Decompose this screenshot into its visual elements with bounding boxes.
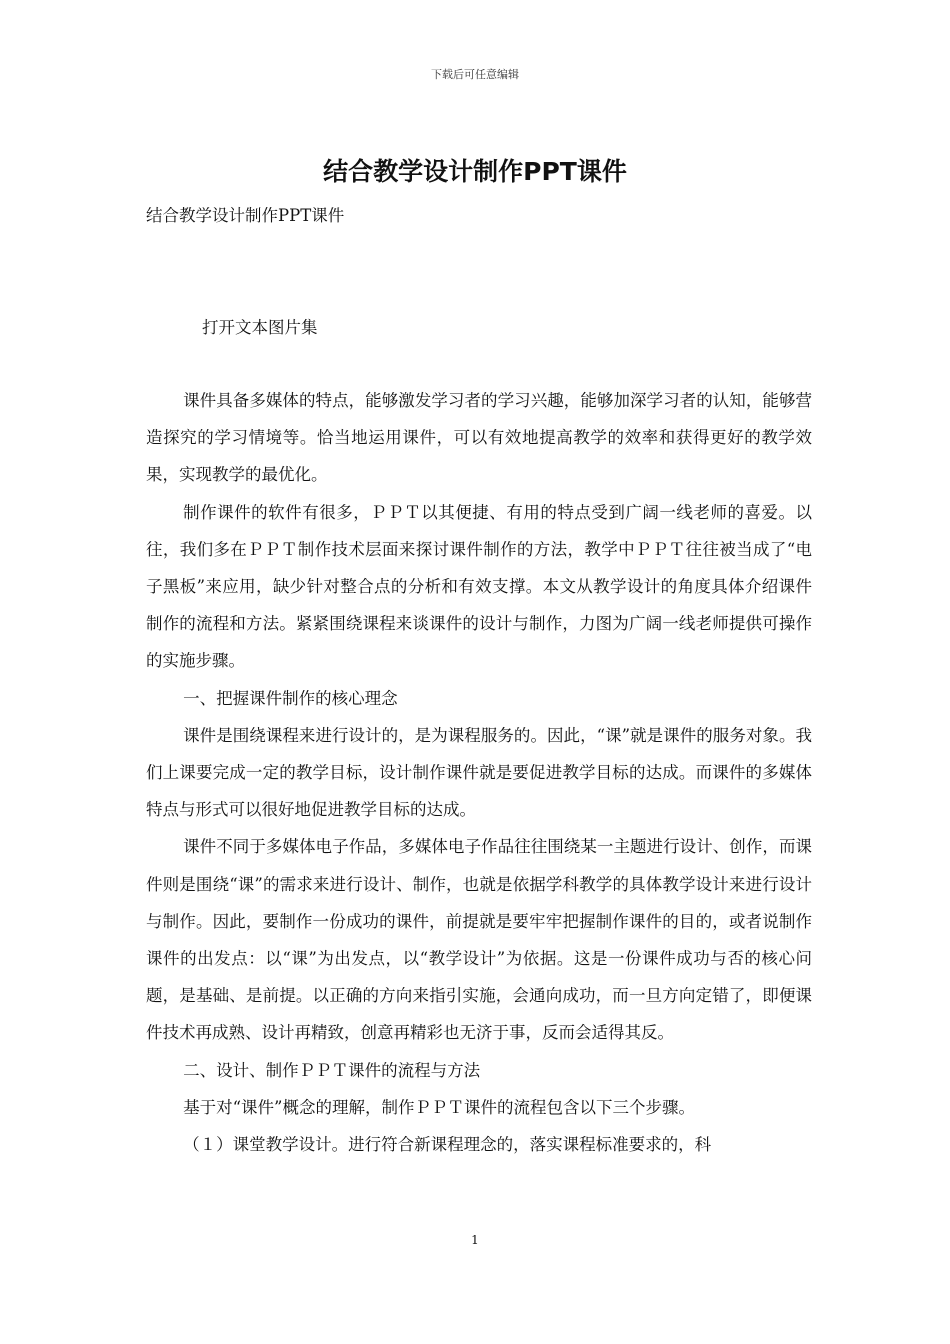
page-number: 1	[471, 1233, 479, 1247]
body-paragraph: 课件是围绕课程来进行设计的，是为课程服务的。因此，“课”就是课件的服务对象。我们上课要完成一定的教学目标，设计制作课件就是要促进教学目标的达成。而课件的多媒体特点与形式可以很好地促进教学目标的达成。	[146, 725, 812, 820]
body-paragraph: 制作课件的软件有很多，ＰＰＴ以其便捷、有用的特点受到广阔一线老师的喜爱。以往，我们多在ＰＰＴ制作技术层面来探讨课件制作的方法，教学中ＰＰＴ往往被当成了“电子黑板”来应用，缺少针对整合点的分析和有效支撑。本文从教学设计的角度具体介绍课件制作的流程和方法。紧紧围绕课程来谈课件的设计与制作，力图为广阔一线老师提供可操作的实施步骤。	[146, 502, 812, 671]
document-subtitle: 结合教学设计制作PPT课件	[146, 206, 345, 225]
body-paragraph: 课件具备多媒体的特点，能够激发学习者的学习兴趣，能够加深学习者的认知，能够营造探究的学习情境等。恰当地运用课件，可以有效地提高教学的效率和获得更好的教学效果，实现教学的最优化。	[146, 391, 812, 485]
document-title: 结合教学设计制作PPT课件	[323, 157, 627, 186]
section-heading: 一、把握课件制作的核心理念	[183, 688, 398, 708]
body-paragraph: 基于对“课件”概念的理解，制作ＰＰＴ课件的流程包含以下三个步骤。	[183, 1097, 695, 1117]
step-paragraph: （１）课堂教学设计。进行符合新课程理念的，落实课程标准要求的，科	[183, 1135, 712, 1155]
document-body	[146, 382, 812, 1163]
page-header: 下载后可任意编辑	[431, 68, 519, 81]
open-image-gallery-link[interactable]: 打开文本图片集	[202, 318, 318, 337]
body-paragraph: 课件不同于多媒体电子作品，多媒体电子作品往往围绕某一主题进行设计、创作，而课件则是围绕“课”的需求来进行设计、制作，也就是依据学科教学的具体教学设计来进行设计与制作。因此，要制作一份成功的课件，前提就是要牢牢把握制作课件的目的，或者说制作课件的出发点：以“课”为出发点，以“教学设计”为依据。这是一份课件成功与否的核心问题，是基础、是前提。以正确的方向来指引实施，会通向成功，而一旦方向定错了，即便课件技术再成熟、设计再精致，创意再精彩也无济于事，反而会适得其反。	[146, 837, 812, 1043]
section-heading: 二、设计、制作ＰＰＴ课件的流程与方法	[183, 1060, 481, 1080]
